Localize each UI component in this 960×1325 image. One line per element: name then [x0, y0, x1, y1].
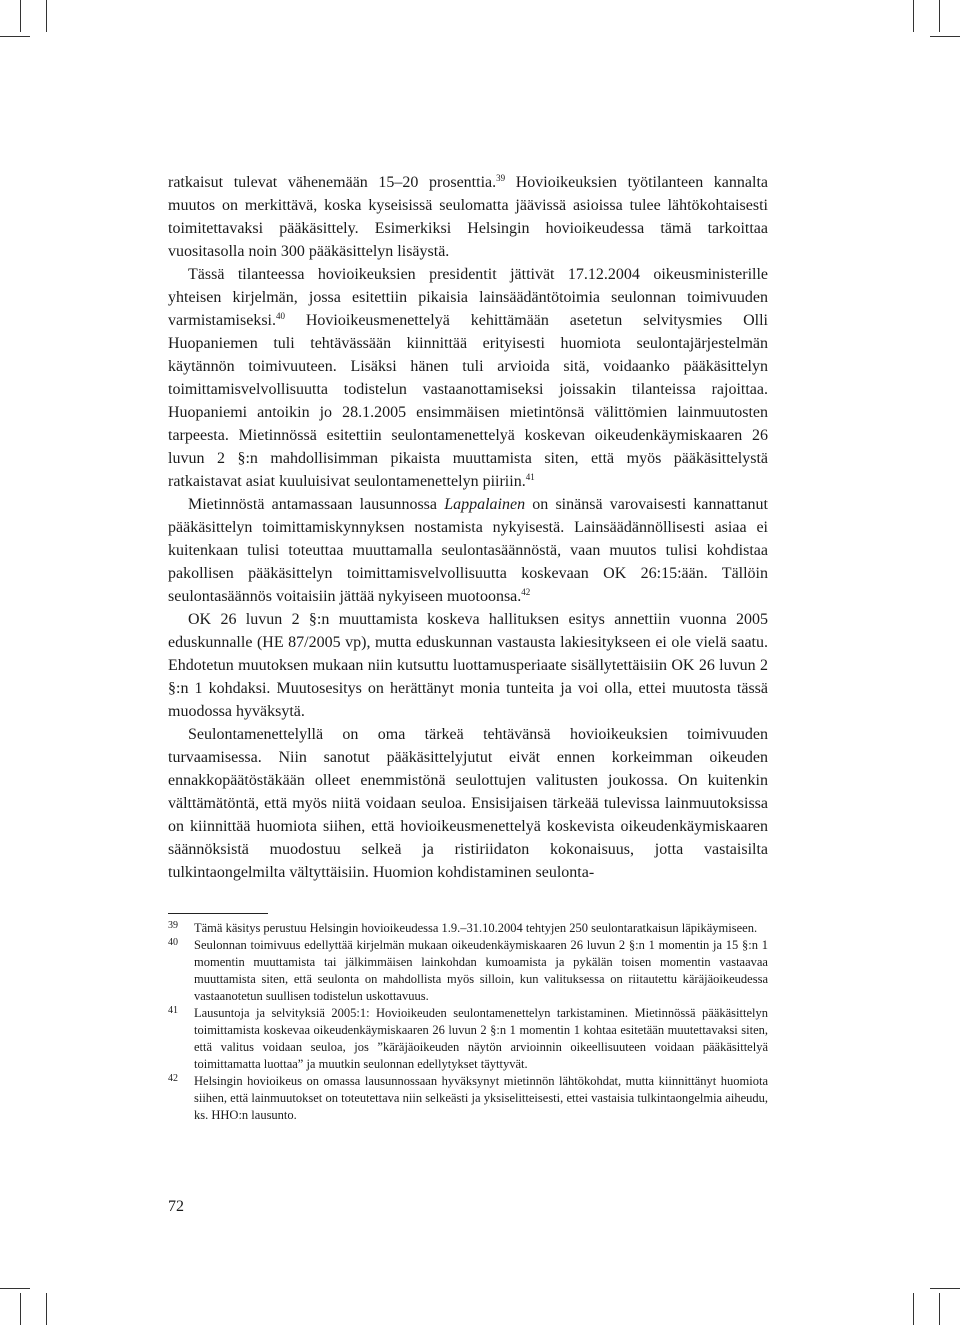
footnote-42 [168, 1073, 768, 1124]
paragraph-2 [168, 263, 768, 493]
body-text [168, 171, 768, 884]
page-number: 72 [168, 1198, 184, 1215]
footnote-41 [168, 1005, 768, 1073]
crop-mark-bottom-left-v2 [46, 1293, 47, 1325]
paragraph-1 [168, 171, 768, 263]
crop-mark-bottom-right-v1 [913, 1293, 914, 1325]
crop-mark-bottom-left-v1 [20, 1293, 21, 1325]
footnote-number: 41 [168, 1005, 178, 1016]
footnote-text: Seulonnan toimivuus edellyttää kirjelmän mukaan oikeudenkäymiskaaren 26 luvun 2 §:n 1 momentin ja 15 §:n 1 momentin muuttamista tai jälkimmäisen lainkohdan kumoamista ja pykälän toisen momentin vastaavaa muuttamista siten, että seulonta on mahdollista myös silloin, kun valituksessa on riitautettu käräjäoikeudessa vastaanotetun suullisen todistelun uskottavuus. [194, 938, 768, 1003]
footnote-divider [168, 913, 268, 914]
paragraph-5 [168, 723, 768, 884]
text-run: Mietinnöstä antamassaan lausunnossa [188, 496, 445, 513]
crop-mark-top-right-v2 [939, 0, 940, 32]
crop-mark-top-left-h [0, 36, 30, 37]
crop-mark-top-right-v1 [913, 0, 914, 32]
footnote-number: 42 [168, 1073, 178, 1084]
footnote-reference: 39 [496, 173, 506, 183]
footnote-reference: 42 [521, 587, 531, 597]
footnote-39 [168, 920, 768, 937]
crop-mark-bottom-right-h [930, 1288, 960, 1289]
crop-mark-bottom-left-h [0, 1288, 30, 1289]
footnote-40 [168, 937, 768, 1005]
footnote-text: Tämä käsitys perustuu Helsingin hovioikeudessa 1.9.–31.10.2004 tehtyjen 250 seulontaratkaisun läpikäymiseen. [194, 921, 758, 935]
text-run: Tässä tilanteessa hovioikeuksien presidentit jättivät 17.12.2004 oikeusministerille yhteisen kirjelmän, jossa esitettiin pikaisia lainsäädäntötoimia seulonnan toimivuuden varmistamiseksi. [168, 266, 768, 329]
text-run: on sinänsä varovaisesti kannattanut pääkäsittelyn toimittamiskynnyksen nostamista nykyisestä. Lainsäädännöllisesti asiaa ei kuitenkaan tulisi toteuttaa muuttamalla seulontasäännöstä, vaan muutos tulisi kohdistaa pakollisen pääkäsittelyn toimittamisvelvollisuutta koskevaan OK 26:15:ään. Tällöin seulontasäännös voitaisiin jättää nykyiseen muotoonsa. [168, 496, 768, 605]
text-run: ratkaisut tulevat vähenemään 15–20 prosenttia. [168, 174, 497, 191]
footnote-reference: 40 [275, 311, 285, 321]
text-run: Hovioikeuksien työtilanteen kannalta muutos on merkittävä, koska kyseisissä seulomatta jäävissä asioissa tulee lähtökohtaisesti toimitettavaksi pääkäsittely. Esimerkiksi Helsingin hovioikeudessa tämä tarkoittaa vuositasolla noin 300 pääkäsittelyn lisäystä. [168, 174, 768, 260]
footnote-reference: 41 [525, 472, 535, 482]
crop-mark-top-left-v2 [46, 0, 47, 32]
crop-mark-top-right-h [930, 36, 960, 37]
crop-mark-top-left-v1 [20, 0, 21, 32]
footnotes [168, 920, 768, 1124]
paragraph-4 [168, 608, 768, 723]
footnote-text: Helsingin hovioikeus on omassa lausunnossaan hyväksynyt mietinnön lähtökohdat, mutta kiinnittänyt huomiota siihen, että lainmuutokset on toteutettava niin selkeästi ja yksiselitteisesti, ettei vastaisia tulkintaongelmia aiheudu, ks. HHO:n lausunto. [194, 1074, 768, 1122]
emphasized-name: Lappalainen [444, 496, 526, 513]
text-run: Seulontamenettelyllä on oma tärkeä tehtävänsä hovioikeuksien toimivuuden turvaamisessa. Niin sanotut pääkäsittelyjutut eivät ennen korkeimman oikeuden ennakkopäätöstäkään olleet enemmistönä seulottujen valitusten joukossa. On kuitenkin välttämätöntä, että myös niitä voidaan seuloa. Ensisijaisen tärkeää tulevissa lainmuutoksissa on kiinnittää huomiota siihen, että hovioikeusmenettelyä koskevista oikeudenkäymiskaaren säännöksistä muodostuu selkeä ja ristiriidaton kokonaisuus, jotta vastaisilta tulkintaongelmilta vältyttäisiin. Huomion kohdistaminen seulonta- [168, 726, 768, 881]
footnote-number: 40 [168, 937, 178, 948]
footnote-number: 39 [168, 920, 178, 931]
text-run: Hovioikeusmenettelyä kehittämään asetetun selvitysmies Olli Huopaniemen tuli tehtävässään kiinnittää erityisesti huomiota seulontajärjestelmän käytännön toimivuuteen. Lisäksi hänen tuli arvioida sitä, voidaanko pääkäsittelyn toimittamisvelvollisuutta todistelun vastaanottamiseksi joissakin tilanteissa rajoittaa. Huopaniemi antoikin jo 28.1.2005 ensimmäisen mietintönsä välittömien lainmuutosten tarpeesta. Mietinnössä esitettiin seulontamenettelyä koskevan oikeudenkäymiskaaren 26 luvun 2 §:n mahdollisimman pikaista muuttamista siten, että myös pääkäsittelystä ratkaistavat asiat kuuluisivat seulontamenettelyn piiriin. [168, 312, 768, 490]
footnote-text: Lausuntoja ja selvityksiä 2005:1: Hovioikeuden seulontamenettelyn tarkistaminen. Mietinnössä pääkäsittelyn toimittamista koskevaa oikeudenkäymiskaaren 26 luvun 2 §:n 1 momentin 1 kohtaa esitetään muutettavaksi siten, että valitus voidaan seuloa, jos ”käräjäoikeuden näytön arvioinnin oikeellisuuteen voidaan pääkäsittelyä toimittamatta luottaa” ja muutkin seulonnan edellytykset täyttyvät. [194, 1006, 768, 1071]
text-run: OK 26 luvun 2 §:n muuttamista koskeva hallituksen esitys annettiin vuonna 2005 eduskunnalle (HE 87/2005 vp), mutta eduskunnan vastausta lakiesitykseen ei ole vielä saatu. Ehdotetun muutoksen mukaan niin kutsuttu luottamusperiaate sisällytettäisiin OK 26 luvun 2 §:n 1 kohdaksi. Muutosesitys on herättänyt monia tunteita ja voi olla, ettei muutosta tässä muodossa hyväksytä. [168, 611, 768, 720]
paragraph-3 [168, 493, 768, 608]
crop-mark-bottom-right-v2 [939, 1293, 940, 1325]
